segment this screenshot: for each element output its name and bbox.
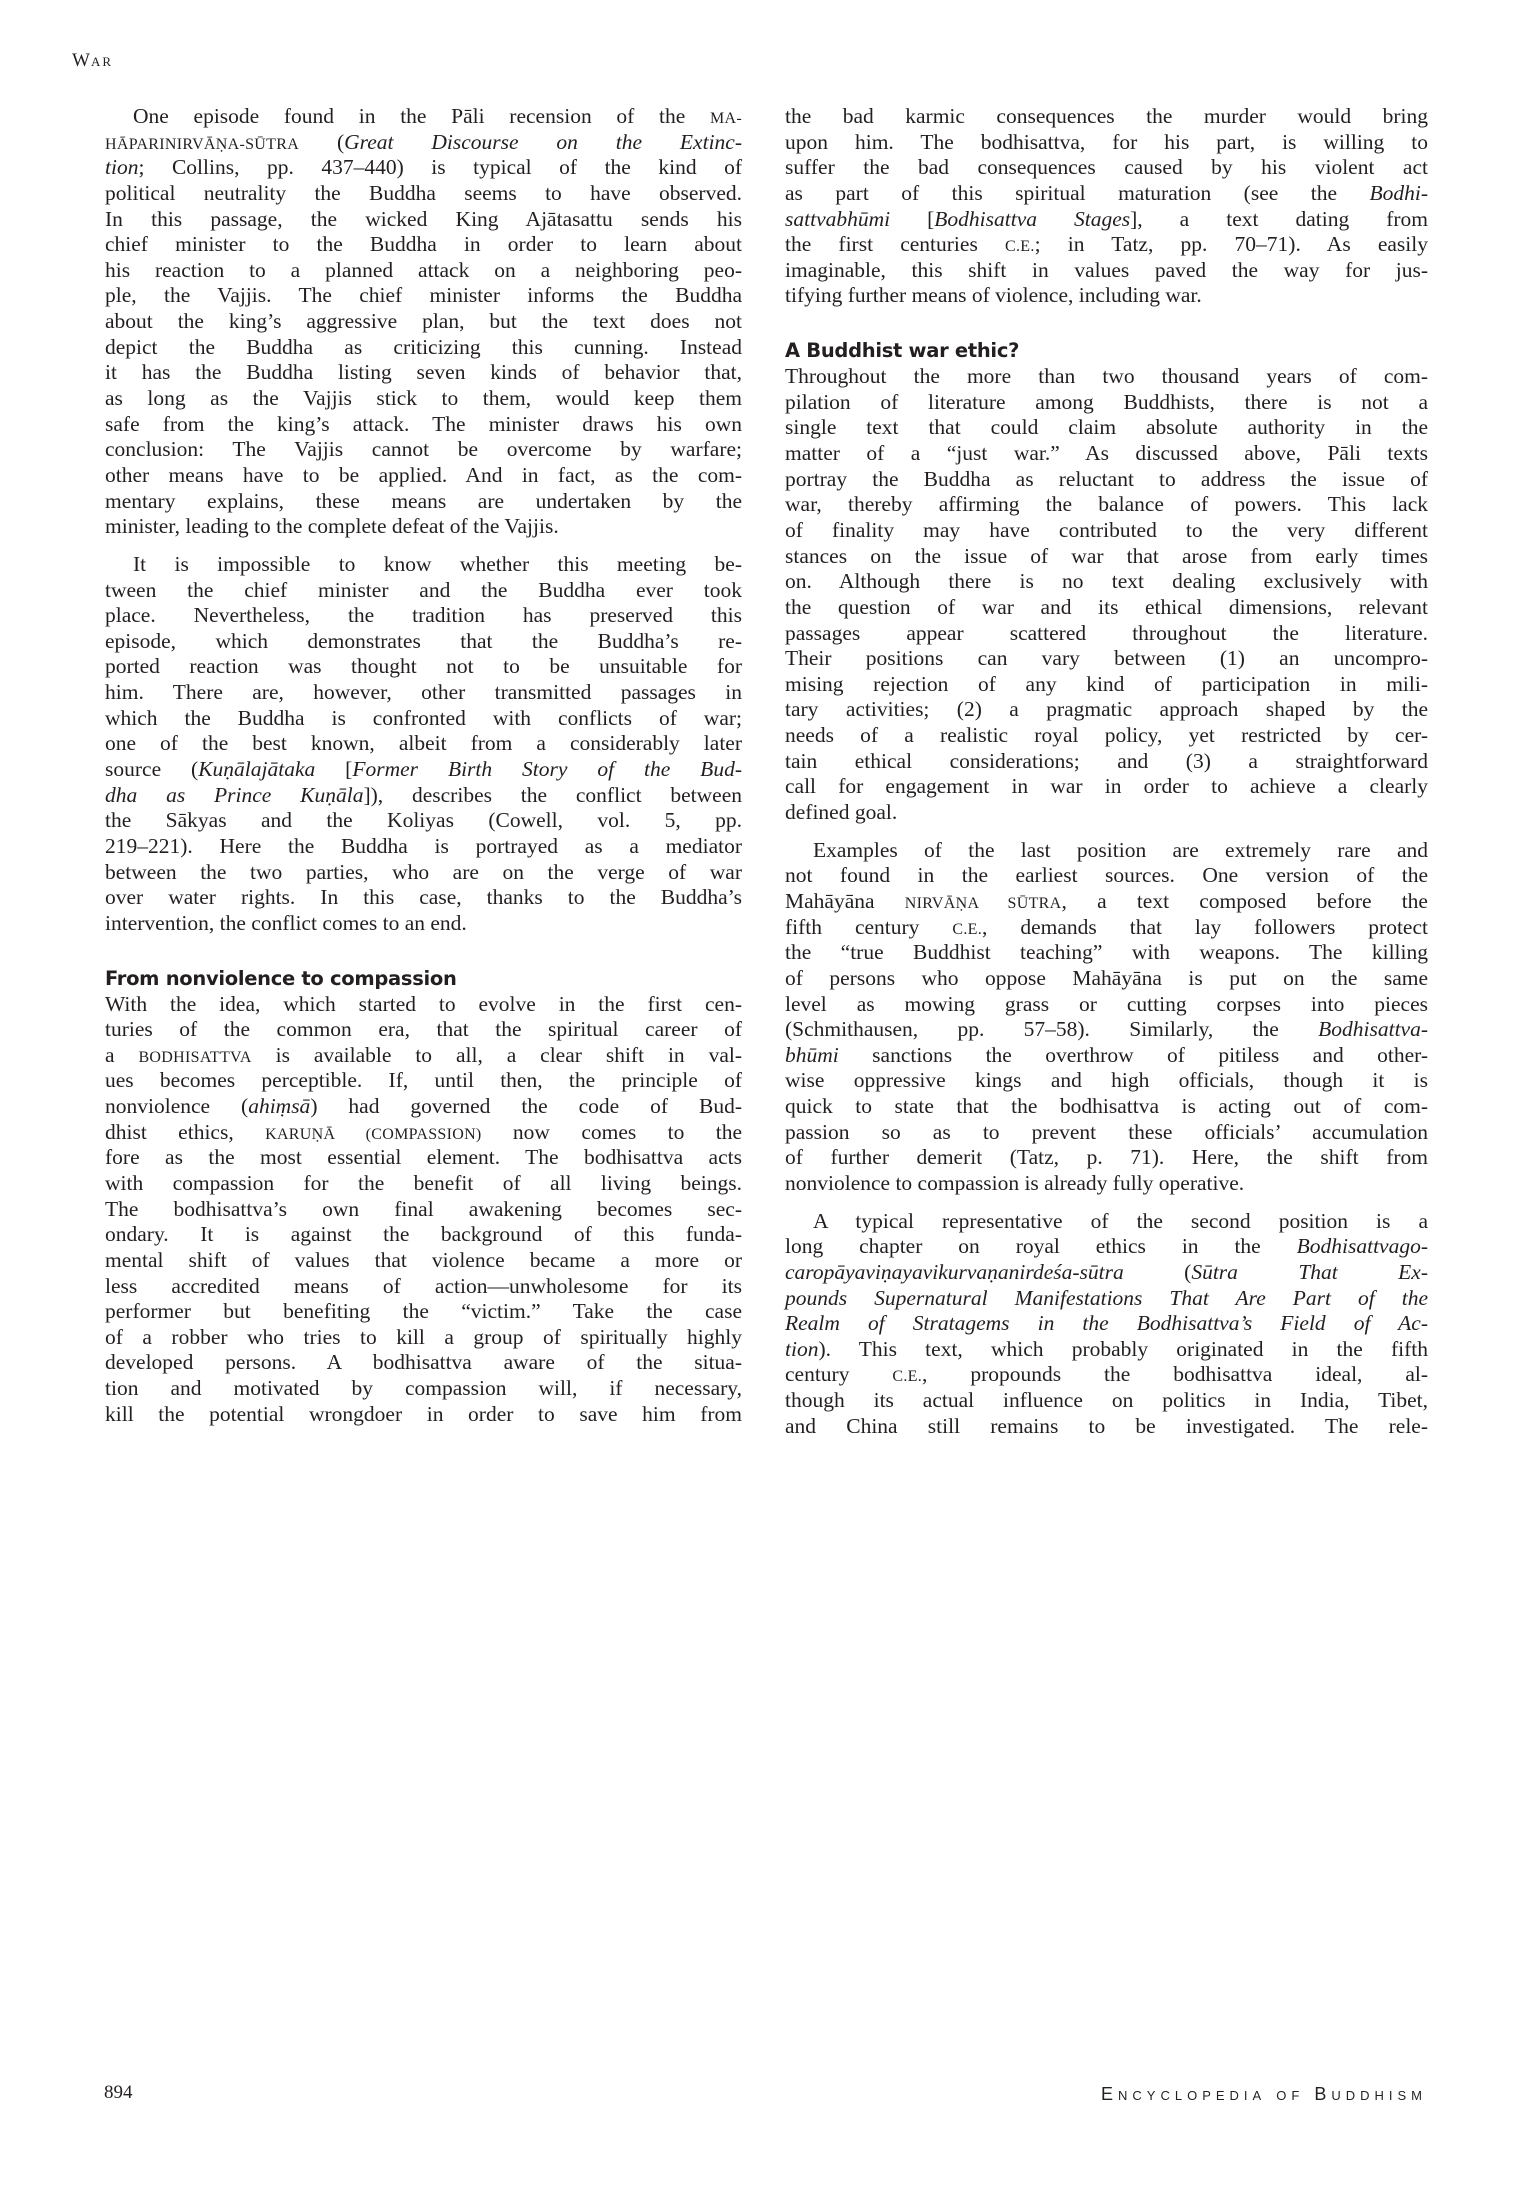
text-line: intervention, the conflict comes to an end.	[105, 910, 467, 935]
italic-run: tion	[105, 155, 139, 180]
text-line: passion so as to prevent these officials’ accumulation	[785, 1119, 1428, 1144]
text-run: Mahāyāna	[785, 888, 905, 913]
text-line: wise oppressive kings and high officials, though it is	[785, 1068, 1428, 1093]
text-line: fore as the most essential element. The bodhisattva acts	[105, 1145, 742, 1170]
text-line	[105, 155, 742, 181]
text-line: conclusion: The Vajjis cannot be overcome by warfare;	[105, 437, 742, 462]
text-line: ple, the Vajjis. The chief minister informs the Buddha	[105, 283, 742, 308]
text-line	[785, 232, 1428, 258]
text-run: ; Collins, pp. 437–440) is typical of the kind of	[138, 155, 742, 180]
section-heading: From nonviolence to compassion	[105, 966, 457, 990]
italic-run: Bodhisattva Stages	[934, 206, 1131, 231]
text-run: now comes to the	[481, 1119, 742, 1144]
text-line: it has the Buddha listing seven kinds of behavior that,	[105, 360, 742, 385]
text-line: place. Nevertheless, the tradition has preserved this	[105, 603, 742, 628]
text-line: tween the chief minister and the Buddha ever took	[105, 577, 742, 602]
text-line: ported reaction was thought not to be unsuitable for	[105, 654, 742, 679]
text-run: [	[890, 206, 935, 231]
text-run: the first centuries	[785, 232, 1005, 257]
spacer	[785, 309, 1428, 337]
italic-run: pounds Supernatural Manifestations That Are Part of the	[785, 1285, 1428, 1310]
paragraph	[105, 552, 742, 937]
text-line	[105, 757, 742, 783]
text-line	[785, 915, 1428, 941]
small-caps-run: MA-	[709, 110, 742, 127]
running-head-rest: AR	[90, 54, 113, 69]
text-line	[105, 1120, 742, 1146]
text-line: of further demerit (Tatz, p. 71). Here, the shift from	[785, 1145, 1428, 1170]
text-line: mentary explains, these means are undertaken by the	[105, 488, 742, 513]
text-line: A typical representative of the second position is a	[813, 1208, 1428, 1233]
italic-run: Bodhisattvago-	[1296, 1234, 1428, 1259]
text-line: as long as the Vajjis stick to them, would keep them	[105, 386, 742, 411]
text-run: ) had governed the code of Bud-	[310, 1094, 742, 1119]
spacer	[105, 937, 742, 965]
text-line: safe from the king’s attack. The minister draws his own	[105, 411, 742, 436]
text-line: though its actual influence on politics in India, Tibet,	[785, 1388, 1428, 1413]
text-line	[105, 1094, 742, 1120]
text-run: a	[105, 1042, 139, 1067]
text-line: Their positions can vary between (1) an uncompro-	[785, 646, 1428, 671]
footer-cap-1: E	[1101, 2084, 1119, 2104]
text-line: political neutrality the Buddha seems to have observed.	[105, 180, 742, 205]
footer-rest-1: NCYCLOPEDIA	[1118, 2088, 1267, 2103]
text-line: on. Although there is no text dealing exclusively with	[785, 569, 1428, 594]
text-line: tary activities; (2) a pragmatic approach shaped by the	[785, 697, 1428, 722]
text-line: of persons who oppose Mahāyāna is put on the same	[785, 965, 1428, 990]
text-line	[785, 1337, 1428, 1363]
left-column	[105, 104, 742, 1427]
italic-run: tion	[785, 1336, 819, 1361]
text-run: [	[315, 757, 353, 782]
text-line: of finality may have contributed to the very different	[785, 517, 1428, 542]
text-line	[785, 1311, 1428, 1337]
text-line: stances on the issue of war that arose from early times	[785, 543, 1428, 568]
text-line	[785, 889, 1428, 915]
text-run: ], a text dating from	[1130, 206, 1428, 231]
page-number: 894	[104, 2082, 133, 2103]
text-line: minister, leading to the complete defeat of the Vajjis.	[105, 514, 559, 539]
text-line: The bodhisattva’s own final awakening becomes sec-	[105, 1196, 742, 1221]
text-line: single text that could claim absolute authority in the	[785, 415, 1428, 440]
text-line: chief minister to the Buddha in order to learn about	[105, 232, 742, 257]
text-line	[785, 1234, 1428, 1260]
text-line	[105, 104, 742, 130]
text-line	[785, 1362, 1428, 1388]
text-line: the bad karmic consequences the murder would bring	[785, 104, 1428, 128]
text-line: other means have to be applied. And in fact, as the com-	[105, 462, 742, 487]
text-line: kill the potential wrongdoer in order to save him from	[105, 1401, 742, 1426]
text-line: less accredited means of action—unwholesome for its	[105, 1273, 742, 1298]
italic-run: ahiṃsā	[248, 1094, 311, 1119]
running-head-cap: W	[72, 50, 91, 71]
spacer	[785, 826, 1428, 838]
text-line: one of the best known, albeit from a considerably later	[105, 731, 742, 756]
text-line: suffer the bad consequences caused by his violent act	[785, 155, 1428, 180]
text-line: needs of a realistic royal policy, yet restricted by cer-	[785, 723, 1428, 748]
running-head	[72, 50, 113, 72]
text-run: long chapter on royal ethics in the	[785, 1234, 1297, 1259]
text-line: portray the Buddha as reluctant to address the issue of	[785, 466, 1428, 491]
italic-run: dha as Prince Kuṇāla	[105, 782, 364, 807]
small-caps-run: C.E.	[1004, 238, 1035, 256]
text-line	[785, 1260, 1428, 1286]
text-line: and China still remains to be investigated. The rele-	[785, 1413, 1428, 1438]
text-line: about the king’s aggressive plan, but the text does not	[105, 309, 742, 334]
text-run: (Schmithausen, pp. 57–58). Similarly, the	[785, 1017, 1319, 1042]
text-line: passages appear scattered throughout the literature.	[785, 620, 1428, 645]
italic-run: Sūtra That Ex-	[1191, 1259, 1428, 1284]
text-line: ondary. It is against the background of this funda-	[105, 1222, 742, 1247]
text-run: century	[785, 1362, 893, 1387]
text-line: tion and motivated by compassion will, if necessary,	[105, 1376, 742, 1401]
text-run: is available to all, a clear shift in val-	[251, 1042, 742, 1067]
text-line: not found in the earliest sources. One version of the	[785, 863, 1428, 888]
text-run: dhist ethics,	[105, 1119, 266, 1144]
footer-rest-3: UDDHISM	[1331, 2088, 1427, 2103]
text-line: matter of a “just war.” As discussed above, Pāli texts	[785, 441, 1428, 466]
text-line: upon him. The bodhisattva, for his part, is willing to	[785, 129, 1428, 154]
text-line	[105, 130, 742, 156]
text-run: ). This text, which probably originated in the fifth	[818, 1336, 1428, 1361]
text-run: , a text composed before the	[1061, 888, 1428, 913]
text-line: Examples of the last position are extremely rare and	[813, 837, 1428, 862]
text-line	[105, 783, 742, 809]
text-line	[785, 1017, 1428, 1043]
paragraph	[785, 1209, 1428, 1440]
text-line: the Sākyas and the Koliyas (Cowell, vol. 5, pp.	[105, 808, 742, 833]
text-line: nonviolence to compassion is already fully operative.	[785, 1170, 1245, 1195]
text-line: level as mowing grass or cutting corpses into pieces	[785, 991, 1428, 1016]
text-line: war, thereby affirming the balance of powers. This lack	[785, 492, 1428, 517]
text-line: tain ethical considerations; and (3) a straightforward	[785, 748, 1428, 773]
right-column	[785, 104, 1428, 1439]
italic-run: bhūmi	[785, 1042, 839, 1067]
text-line: which the Buddha is confronted with conflicts of war;	[105, 705, 742, 730]
paragraph	[105, 104, 742, 540]
text-line: In this passage, the wicked King Ajātasattu sends his	[105, 206, 742, 231]
italic-run: Kuṇālajātaka	[198, 757, 316, 782]
text-line: between the two parties, who are on the verge of war	[105, 859, 742, 884]
book-title-footer	[1101, 2084, 1427, 2105]
text-line: his reaction to a planned attack on a neighboring peo-	[105, 257, 742, 282]
text-run: fifth century	[785, 914, 953, 939]
italic-run: caropāyaviṇayavikurvaṇanirdeśa-sūtra	[785, 1259, 1124, 1284]
text-line: episode, which demonstrates that the Buddha’s re-	[105, 628, 742, 653]
text-line: imaginable, this shift in values paved the way for jus-	[785, 257, 1428, 282]
text-run: nonviolence (	[105, 1094, 249, 1119]
text-line: the question of war and its ethical dimensions, relevant	[785, 594, 1428, 619]
text-line: turies of the common era, that the spiritual career of	[105, 1017, 742, 1042]
text-line	[785, 207, 1428, 233]
text-line: quick to state that the bodhisattva is acting out of com-	[785, 1094, 1428, 1119]
text-line: with compassion for the benefit of all living beings.	[105, 1170, 742, 1195]
text-line: of a robber who tries to kill a group of spiritually highly	[105, 1324, 742, 1349]
small-caps-run: C.E.	[892, 1368, 923, 1386]
text-line: call for engagement in war in order to achieve a clearly	[785, 774, 1428, 799]
text-run: ; in Tatz, pp. 70–71). As easily	[1034, 232, 1428, 257]
small-caps-run: HĀPARINIRVĀṆA-SŪTRA	[105, 135, 300, 153]
italic-run: Great Discourse on the Extinc-	[344, 129, 743, 154]
small-caps-run: C.E.	[952, 920, 983, 938]
text-line: defined goal.	[785, 800, 898, 825]
text-run: (	[1123, 1259, 1192, 1284]
paragraph	[785, 364, 1428, 826]
text-line: tifying further means of violence, including war.	[785, 283, 1202, 308]
text-line	[785, 1043, 1428, 1069]
italic-run: Bodhi-	[1369, 180, 1428, 205]
text-run: , demands that lay followers protect	[982, 914, 1428, 939]
text-run: sanctions the overthrow of pitiless and other-	[838, 1042, 1428, 1067]
spacer	[105, 540, 742, 552]
footer-word-2: OF	[1276, 2088, 1305, 2103]
paragraph	[785, 104, 1428, 309]
text-run: source (	[105, 757, 199, 782]
text-line	[105, 1043, 742, 1069]
small-caps-run: BODHISATTVA	[138, 1048, 252, 1066]
text-line: ues becomes perceptible. If, until then, the principle of	[105, 1068, 742, 1093]
text-line: the “true Buddhist teaching” with weapons. The killing	[785, 940, 1428, 965]
text-line: mising rejection of any kind of participation in mili-	[785, 671, 1428, 696]
small-caps-run: KARUṆĀ (COMPASSION)	[265, 1125, 482, 1143]
paragraph	[105, 992, 742, 1428]
text-line: him. There are, however, other transmitted passages in	[105, 680, 742, 705]
text-line: performer but benefiting the “victim.” Take the case	[105, 1299, 742, 1324]
italic-run: Former Birth Story of the Bud-	[352, 757, 742, 782]
italic-run: sattvabhūmi	[785, 206, 891, 231]
text-line: 219–221). Here the Buddha is portrayed as a mediator	[105, 833, 742, 858]
text-line: mental shift of values that violence became a more or	[105, 1247, 742, 1272]
text-line	[785, 1286, 1428, 1312]
text-line: depict the Buddha as criticizing this cunning. Instead	[105, 334, 742, 359]
text-run: One episode found in the Pāli recension of the	[133, 104, 710, 128]
text-run: (	[299, 129, 345, 154]
text-line	[785, 181, 1428, 207]
small-caps-run: NIRVĀṆA SŪTRA	[904, 894, 1062, 912]
spacer	[785, 1197, 1428, 1209]
text-run: ]), describes the conflict between	[363, 782, 743, 807]
section-heading: A Buddhist war ethic?	[785, 339, 1020, 363]
text-line: developed persons. A bodhisattva aware of the situa-	[105, 1350, 742, 1375]
italic-run: Bodhisattva-	[1318, 1017, 1428, 1042]
text-line: over water rights. In this case, thanks to the Buddha’s	[105, 885, 742, 910]
text-run: , propounds the bodhisattva ideal, al-	[922, 1362, 1429, 1387]
italic-run: Realm of Stratagems in the Bodhisattva’s Field of Ac-	[785, 1311, 1428, 1336]
paragraph	[785, 838, 1428, 1197]
text-line: Throughout the more than two thousand years of com-	[785, 364, 1428, 389]
footer-cap-3: B	[1314, 2084, 1332, 2104]
text-line: With the idea, which started to evolve in the first cen-	[105, 991, 742, 1016]
text-line: pilation of literature among Buddhists, there is not a	[785, 389, 1428, 414]
text-line: It is impossible to know whether this meeting be-	[133, 551, 742, 576]
text-run: as part of this spiritual maturation (see the	[785, 180, 1370, 205]
